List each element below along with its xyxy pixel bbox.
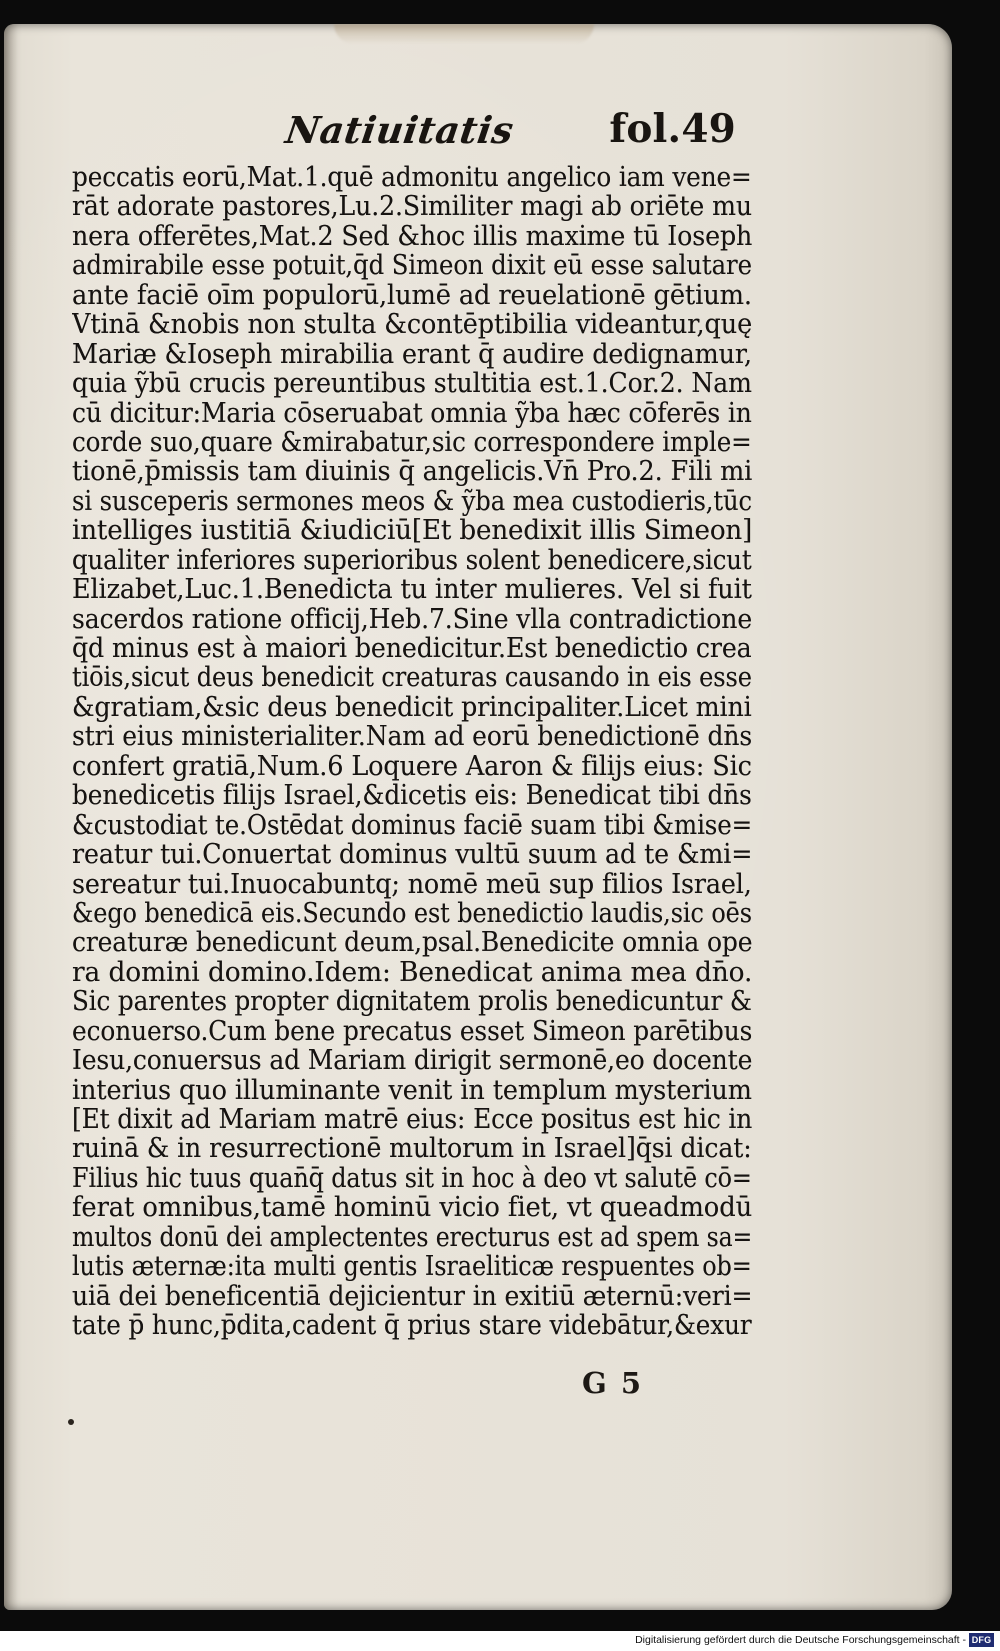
- running-head: [282, 102, 736, 156]
- text-line: Mariæ &Ioseph mirabilia erant q̄ audire dedignamur,: [72, 339, 752, 370]
- text-line: sacerdos ratione officij,Heb.7.Sine vlla contradictione: [72, 604, 752, 634]
- text-line: Elizabet,Luc.1.Benedicta tu inter mulieres. Vel si fuit: [72, 575, 752, 605]
- text-line: &custodiat te.Ostēdat dominus faciē suam tibi &mise=: [72, 810, 752, 841]
- text-line: econuerso.Cum bene precatus esset Simeon parētibus: [72, 1016, 752, 1047]
- text-line: cū dicitur:Maria cōseruabat omnia ỹba hæc cōferēs in: [72, 398, 752, 428]
- dfg-logo: DFG: [969, 1633, 994, 1647]
- text-line: ante faciē oīm populorū,lumē ad reuelationē gētium.: [72, 280, 752, 311]
- text-line: rāt adorate pastores,Lu.2.Similiter magi ab oriēte mu: [72, 192, 752, 222]
- text-line: ferat omnibus,tamē hominū vicio fiet, vt queadmodū: [72, 1193, 752, 1223]
- text-line: Filius hic tuus quan̄q̄ datus sit in hoc à deo vt salutē cō=: [72, 1163, 752, 1194]
- text-line: benedicetis filijs Israel,&dicetis eis: Benedicat tibi dn̄s: [72, 781, 752, 811]
- text-line: peccatis eorū,Mat.1.quē admonitu angelico iam vene=: [72, 163, 752, 193]
- text-line: intelliges iustitiā &iudiciū[Et benedixit illis Simeon]: [72, 516, 752, 546]
- text-line: quia ỹbū crucis pereuntibus stultitia est.1.Cor.2. Nam: [72, 369, 752, 399]
- text-line: q̄d minus est à maiori benedicitur.Est benedictio crea: [72, 634, 752, 664]
- text-line: nera offerētes,Mat.2 Sed &hoc illis maxime tū Ioseph: [72, 221, 752, 252]
- text-line: lutis æternæ:ita multi gentis Israeliticæ respuentes ob=: [72, 1252, 752, 1282]
- funding-credit: Digitalisierung gefördert durch die Deutsche Forschungsgemeinschaft -: [635, 1634, 966, 1646]
- text-line: admirabile esse potuit,q̄d Simeon dixit eū esse salutare: [72, 251, 752, 281]
- text-line: uiā dei beneficentiā dejicientur in exitiū æternū:veri=: [72, 1281, 752, 1312]
- signature-mark: G 5: [582, 1366, 644, 1400]
- ink-dot: [68, 1419, 74, 1425]
- text-line: creaturæ benedicunt deum,psal.Benedicite omnia ope: [72, 928, 752, 958]
- text-line: Iesu,conuersus ad Mariam dirigit sermonē,eo docente: [72, 1046, 752, 1076]
- book-page: [4, 24, 952, 1610]
- text-line: Vtinā &nobis non stulta &contēptibilia videantur,quę: [72, 310, 752, 340]
- text-line: multos donū dei amplectentes erecturus est ad spem sa=: [72, 1222, 752, 1253]
- text-line: corde suo,quare &mirabatur,sic correspondere imple=: [72, 427, 752, 458]
- text-line: sereatur tui.Inuocabuntq; nomē meū sup filios Israel,: [72, 869, 752, 899]
- text-line: confert gratiā,Num.6 Loquere Aaron & filijs eius: Sic: [72, 751, 752, 782]
- text-line: [Et dixit ad Mariam matrē eius: Ecce positus est hic in: [72, 1105, 752, 1135]
- text-block: [72, 163, 752, 1341]
- page-edge-shadow: [4, 24, 18, 1610]
- page-stain: [334, 24, 594, 44]
- text-line: reatur tui.Conuertat dominus vultū suum ad te &mi=: [72, 840, 752, 870]
- text-line: &ego benedicā eis.Secundo est benedictio laudis,sic oēs: [72, 898, 752, 929]
- text-line: stri eius ministerialiter.Nam ad eorū benedictionē dn̄s: [72, 722, 752, 752]
- text-line: ra domini domino.Idem: Benedicat anima mea dn̄o.: [72, 957, 752, 988]
- text-line: &gratiam,&sic deus benedicit principaliter.Licet mini: [72, 692, 752, 723]
- folio-number: fol.49: [609, 106, 736, 152]
- text-line: ruinā & in resurrectionē multorum in Israel]q̄si dicat:: [72, 1134, 752, 1164]
- text-line: tiōis,sicut deus benedicit creaturas causando in eis esse: [72, 663, 752, 693]
- footer-bar: [0, 1631, 1000, 1651]
- text-line: Sic parentes propter dignitatem prolis benedicuntur &: [72, 987, 752, 1017]
- text-line: tionē,p̄missis tam diuinis q̄ angelicis.Vn̄ Pro.2. Fili mi: [72, 457, 752, 487]
- text-line: tate p̄ hunc,p̄dita,cadent q̄ prius stare videbātur,&exur: [72, 1311, 752, 1341]
- text-line: si susceperis sermones meos & ỹba mea custodieris,tūc: [72, 486, 752, 517]
- running-title: Natiuitatis: [282, 108, 517, 152]
- text-line: interius quo illuminante venit in templum mysterium: [72, 1075, 752, 1105]
- text-line: qualiter inferiores superioribus solent benedicere,sicut: [72, 545, 752, 576]
